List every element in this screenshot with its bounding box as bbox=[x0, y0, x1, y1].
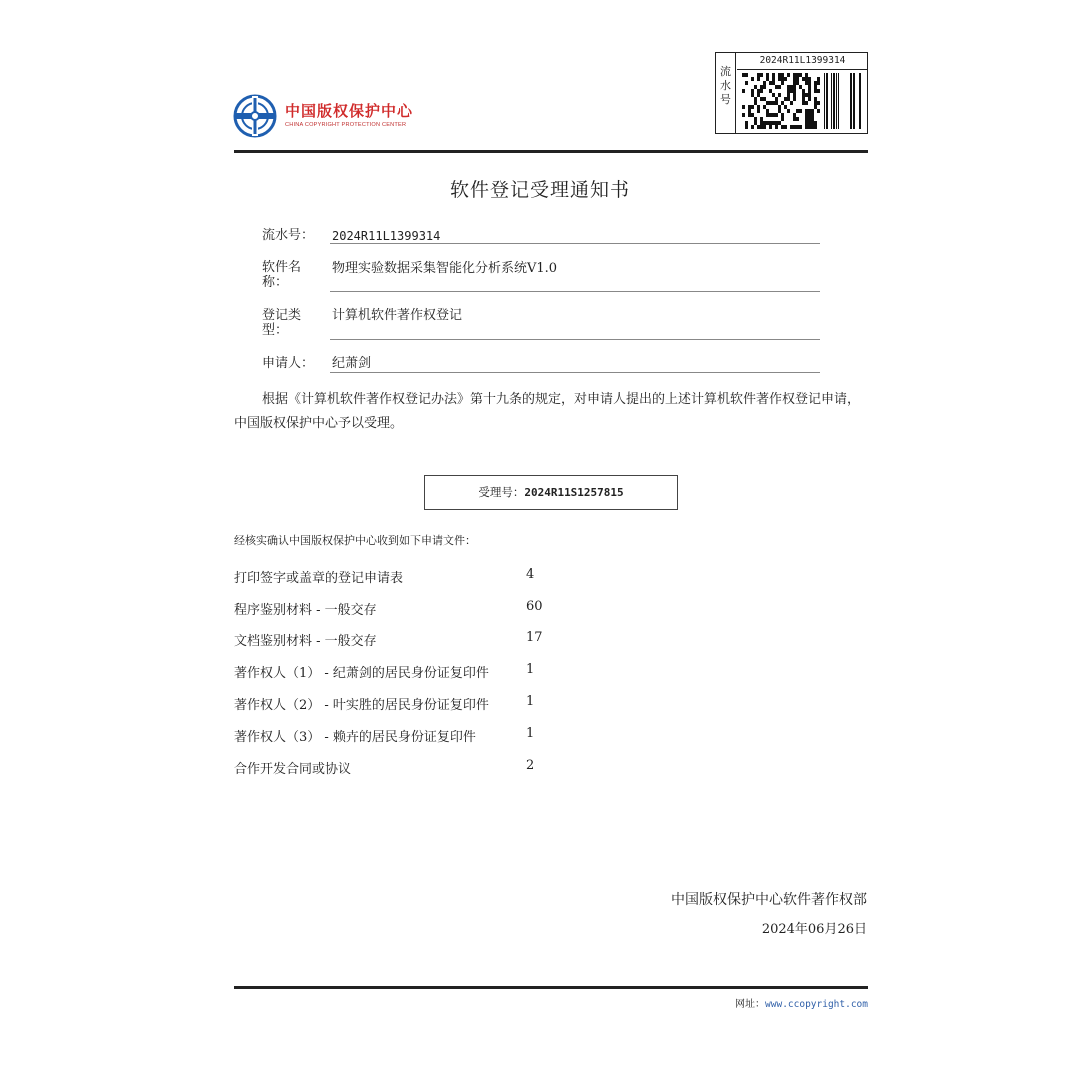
barcode-icon bbox=[742, 73, 862, 129]
logo-cn-text: 中国版权保护中心 bbox=[285, 102, 414, 120]
confirm-text: 经核实确认中国版权保护中心收到如下申请文件： bbox=[234, 534, 476, 547]
field-value-applicant: 纪萧剑 bbox=[332, 356, 372, 371]
doc-count: 1 bbox=[526, 662, 535, 677]
page-title: 软件登记受理通知书 bbox=[449, 179, 630, 201]
signature-date: 2024年06月26日 bbox=[761, 922, 867, 937]
logo-en-text: CHINA COPYRIGHT PROTECTION CENTER bbox=[285, 122, 407, 128]
field-label-software-name: 软件名称： bbox=[262, 260, 302, 290]
field-underline bbox=[330, 339, 820, 340]
notice-paragraph: 根据《计算机软件著作权登记办法》第十九条的规定，对申请人提出的上述计算机软件著作权登记申请，中国版权保护中心予以受理。 bbox=[234, 392, 861, 431]
doc-name: 程序鉴别材料 - 一般交存 bbox=[234, 603, 377, 618]
website-link[interactable]: www.ccopyright.com bbox=[765, 999, 868, 1010]
serial-number: 2024R11L1399314 bbox=[737, 53, 868, 70]
doc-name: 著作权人（2） - 叶实胜的居民身份证复印件 bbox=[234, 698, 489, 713]
signature-dept: 中国版权保护中心软件著作权部 bbox=[671, 892, 867, 908]
field-value-software-name: 物理实验数据采集智能化分析系统V1.0 bbox=[332, 261, 558, 276]
doc-count: 60 bbox=[526, 599, 543, 614]
header-divider bbox=[234, 150, 868, 153]
field-label-serial: 流水号： bbox=[262, 228, 315, 243]
doc-name: 著作权人（1） - 纪萧剑的居民身份证复印件 bbox=[234, 666, 489, 681]
field-value-reg-type: 计算机软件著作权登记 bbox=[332, 308, 463, 323]
footer-website bbox=[735, 995, 868, 1010]
doc-name: 著作权人（3） - 赖卉的居民身份证复印件 bbox=[234, 730, 476, 745]
ccpc-logo-icon bbox=[233, 94, 277, 138]
receipt-box bbox=[424, 475, 678, 510]
doc-count: 1 bbox=[526, 726, 535, 741]
doc-count: 1 bbox=[526, 694, 535, 709]
receipt-number: 2024R11S1257815 bbox=[524, 486, 624, 499]
doc-count: 4 bbox=[526, 567, 535, 582]
logo bbox=[233, 94, 433, 138]
footer-divider bbox=[234, 986, 868, 989]
doc-count: 17 bbox=[526, 630, 543, 645]
serial-label-text: 流水号 bbox=[720, 65, 731, 106]
serial-label bbox=[716, 53, 736, 133]
field-label-reg-type: 登记类型： bbox=[262, 308, 302, 338]
field-value-serial: 2024R11L1399314 bbox=[332, 229, 441, 243]
field-label-applicant: 申请人： bbox=[262, 356, 315, 371]
receipt-label: 受理号： bbox=[478, 485, 525, 499]
field-underline bbox=[330, 291, 820, 292]
doc-name: 合作开发合同或协议 bbox=[234, 762, 352, 777]
doc-name: 文档鉴别材料 - 一般交存 bbox=[234, 634, 377, 649]
field-underline bbox=[330, 372, 820, 373]
field-underline bbox=[330, 243, 820, 244]
website-label: 网址： bbox=[735, 999, 766, 1010]
doc-count: 2 bbox=[526, 758, 535, 773]
doc-name: 打印签字或盖章的登记申请表 bbox=[234, 571, 404, 586]
serial-box bbox=[715, 52, 868, 134]
